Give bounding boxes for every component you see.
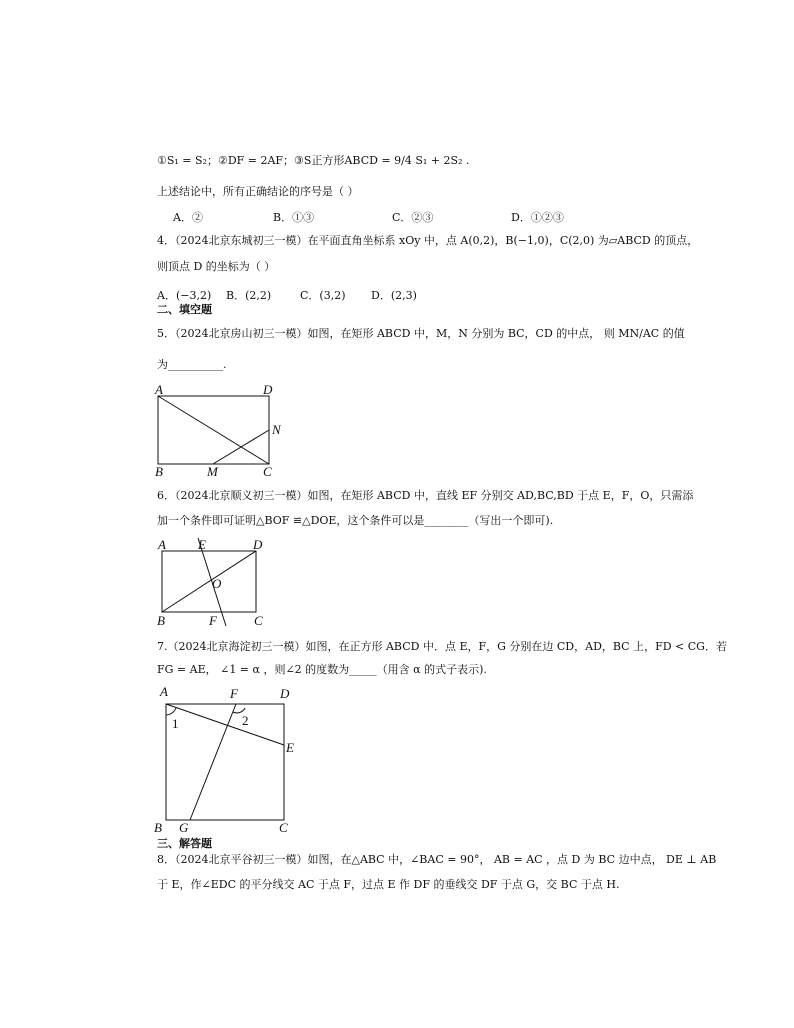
q5-label-a: A <box>155 382 163 397</box>
q3-option-d: D．①②③ <box>511 211 564 224</box>
q3-option-b: B．①③ <box>273 211 315 224</box>
q7-square-figure <box>150 684 305 836</box>
q5-label-d: D <box>263 382 273 397</box>
q7-label-g: G <box>179 820 189 835</box>
q3-prompt: 上述结论中，所有正确结论的序号是（ ） <box>157 185 359 198</box>
q5-label-c: C <box>263 464 272 479</box>
section-answer-heading: 三、解答题 <box>157 837 212 850</box>
q5-label-n: N <box>272 422 281 437</box>
q6-label-f: F <box>209 613 217 628</box>
q6-label-e: E <box>198 537 206 552</box>
q4-option-b: B．(2,2) <box>226 289 272 302</box>
q4-line2: 则顶点 D 的坐标为（ ） <box>157 260 276 273</box>
q6-label-o: O <box>212 576 222 591</box>
q4-line1: 4．（2024北京东城初三一模）在平面直角坐标系 xOy 中，点 A(0,2)，B(−1,0)，C(2,0) 为▱ABCD 的顶点， <box>157 234 699 247</box>
section-fill-in-heading: 二、填空题 <box>157 303 212 316</box>
q7-label-f: F <box>230 686 238 701</box>
q4-option-c: C．(3,2) <box>300 289 346 302</box>
q8-line2: 于 E，作∠EDC 的平分线交 AC 于点 F，过点 E 作 DF 的垂线交 DF 于点 G，交 BC 于点 H. <box>157 878 620 891</box>
q5-line2: 为__________. <box>157 358 227 371</box>
q3-option-a: A．② <box>173 211 203 224</box>
q7-label-c: C <box>279 820 288 835</box>
q8-line1: 8．（2024北京平谷初三一模）如图，在△ABC 中，∠BAC = 90°， AB = AC ，点 D 为 BC 边中点， DE ⊥ AB <box>157 853 717 866</box>
q7-line1: 7.（2024北京海淀初三一模）如图，在正方形 ABCD 中．点 E，F，G 分别在边 CD，AD，BC 上，FD < CG．若 <box>157 640 727 653</box>
q5-label-m: M <box>207 464 218 479</box>
q3-conditions: ①S₁ = S₂；②DF = 2AF；③S正方形ABCD = 9/4 S₁ + 2S₂ . <box>157 154 470 167</box>
q6-label-b: B <box>157 613 165 628</box>
q7-label-angle2: 2 <box>242 713 249 728</box>
q7-label-e: E <box>286 740 294 755</box>
q3-option-c: C．②③ <box>392 211 434 224</box>
q7-label-b: B <box>154 820 162 835</box>
q6-label-d: D <box>253 537 263 552</box>
q6-label-a: A <box>158 537 166 552</box>
q5-line1: 5．（2024北京房山初三一模）如图，在矩形 ABCD 中，M，N 分别为 BC，CD 的中点， 则 MN/AC 的值 <box>157 327 685 340</box>
q6-rectangle-figure <box>150 536 275 628</box>
q4-option-d: D．(2,3) <box>371 289 417 302</box>
q7-label-angle1: 1 <box>172 716 179 731</box>
q4-option-a: A．(−3,2) <box>157 289 212 302</box>
q7-label-a: A <box>160 684 168 699</box>
q5-label-b: B <box>155 464 163 479</box>
q5-rectangle-figure <box>150 380 295 480</box>
q7-label-d: D <box>280 686 290 701</box>
q6-label-c: C <box>254 613 263 628</box>
q6-line1: 6．（2024北京顺义初三一模）如图，在矩形 ABCD 中，直线 EF 分别交 AD,BC,BD 于点 E，F，O，只需添 <box>157 489 694 502</box>
q6-line2: 加一个条件即可证明△BOF ≌△DOE，这个条件可以是________（写出一个即可). <box>157 514 554 527</box>
q7-line2: FG = AE， ∠1 = α ，则∠2 的度数为_____（用含 α 的式子表示). <box>157 663 487 676</box>
